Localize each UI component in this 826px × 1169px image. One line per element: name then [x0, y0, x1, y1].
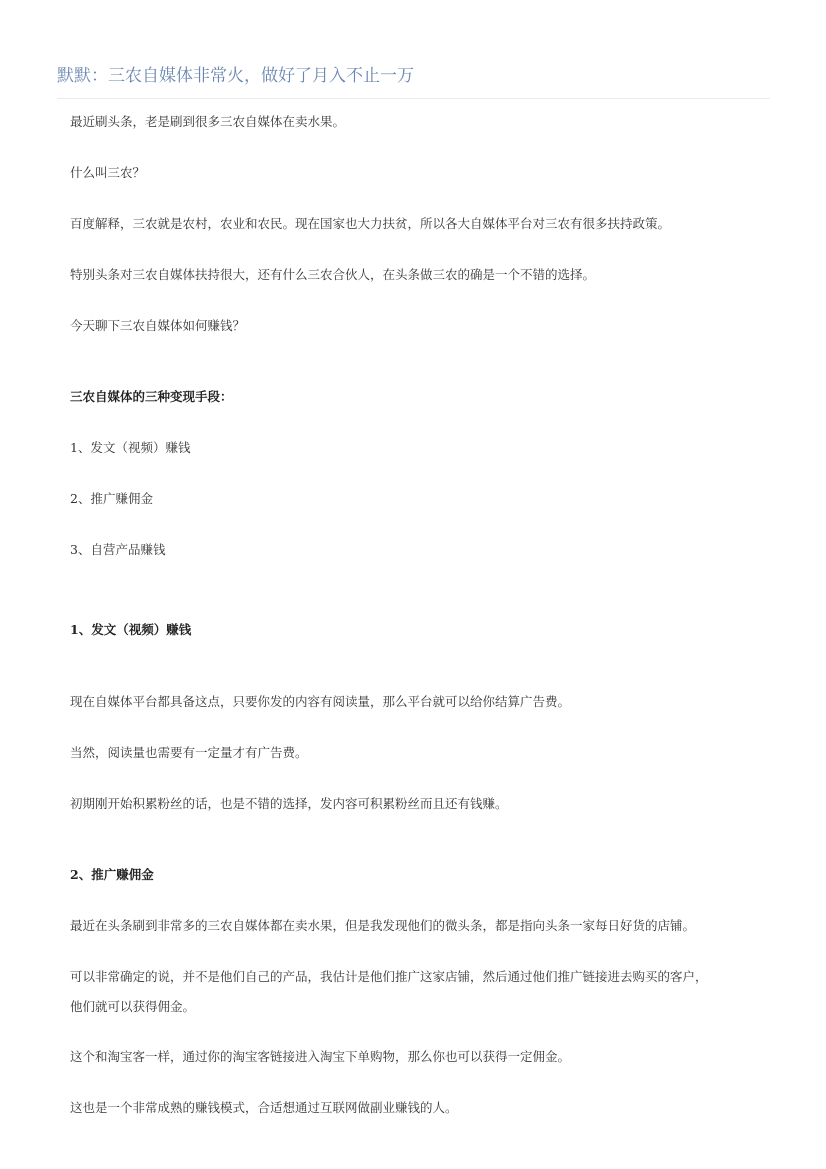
section1-paragraph-3: 初期刚开始积累粉丝的话，也是不错的选择，发内容可积累粉丝而且还有钱赚。 — [70, 796, 508, 811]
section2-paragraph-2-line-1: 可以非常确定的说，并不是他们自己的产品，我估计是他们推广这家店铺，然后通过他们推广链接进去购买的客户， — [70, 969, 708, 984]
section1-paragraph-1: 现在自媒体平台都具备这点，只要你发的内容有阅读量，那么平台就可以给你结算广告费。 — [70, 694, 571, 709]
section1-heading: 1、发文（视频）赚钱 — [70, 622, 192, 637]
method-item-2: 2、推广赚佣金 — [70, 491, 153, 506]
method-item-1: 1、发文（视频）赚钱 — [70, 440, 191, 455]
section2-paragraph-3: 这个和淘宝客一样，通过你的淘宝客链接进入淘宝下单购物，那么你也可以获得一定佣金。 — [70, 1049, 571, 1064]
title-divider — [57, 98, 770, 99]
section2-paragraph-1: 最近在头条刷到非常多的三农自媒体都在卖水果，但是我发现他们的微头条，都是指向头条一家每日好货的店铺。 — [70, 918, 696, 933]
section2-paragraph-4: 这也是一个非常成熟的赚钱模式，合适想通过互联网做副业赚钱的人。 — [70, 1100, 458, 1115]
intro-paragraph-4: 特别头条对三农自媒体扶持很大，还有什么三农合伙人，在头条做三农的确是一个不错的选择。 — [70, 267, 596, 282]
intro-paragraph-2: 什么叫三农？ — [70, 165, 146, 180]
method-item-3: 3、自营产品赚钱 — [70, 542, 166, 557]
section2-heading: 2、推广赚佣金 — [70, 867, 154, 882]
article-title: 默默：三农自媒体非常火，做好了月入不止一万 — [57, 66, 414, 86]
intro-paragraph-3: 百度解释，三农就是农村，农业和农民。现在国家也大力扶贫，所以各大自媒体平台对三农有很多扶持政策。 — [70, 216, 671, 231]
section1-paragraph-2: 当然，阅读量也需要有一定量才有广告费。 — [70, 745, 308, 760]
intro-paragraph-5: 今天聊下三农自媒体如何赚钱？ — [70, 318, 246, 333]
methods-heading: 三农自媒体的三种变现手段： — [70, 389, 233, 404]
section2-paragraph-2-line-2: 他们就可以获得佣金。 — [70, 999, 196, 1014]
intro-paragraph-1: 最近刷头条，老是刷到很多三农自媒体在卖水果。 — [70, 114, 346, 129]
